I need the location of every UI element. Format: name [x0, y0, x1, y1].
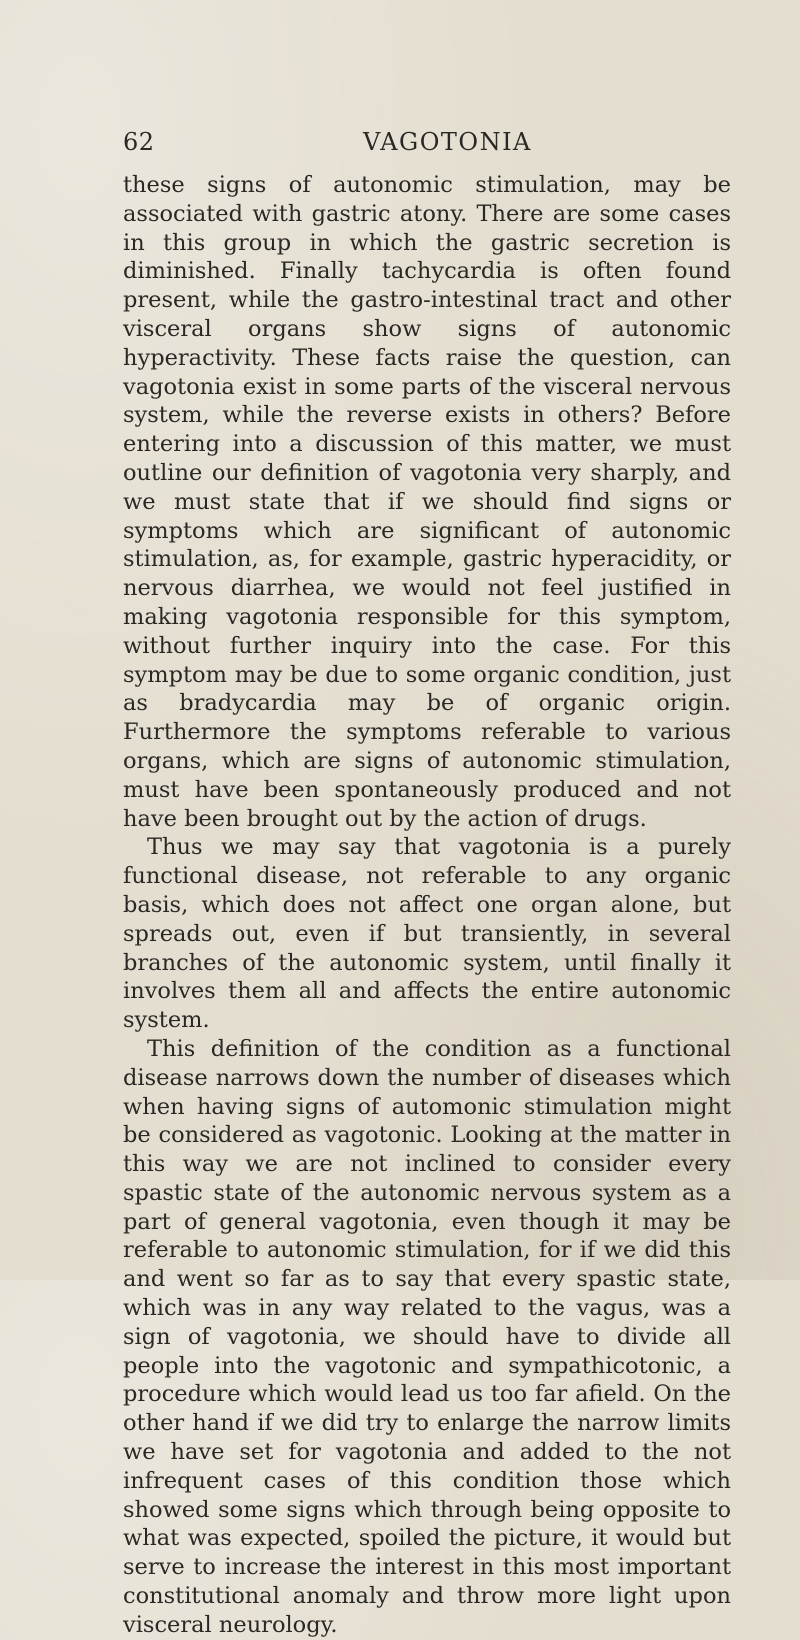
paragraph-functional-disease: Thus we may say that vagotonia is a purely functional disease, not referable to any organic basis, which does not affect one organ alone, but spreads out, even if but transiently, in several branches of the autonomic system, until finally it involves them all and affects the entire autonomic system.	[123, 834, 731, 1034]
body-text	[123, 171, 731, 1640]
paragraph-definition: This definition of the condition as a functional disease narrows down the number of diseases which when having signs of automonic stimulation might be considered as vagotonic. Looking at the matter in this way we are not inclined to consider every spastic state of the autonomic nervous system as a part of general vagotonia, even though it may be referable to autonomic stimulation, for if we did this and went so far as to say that every spastic state, which was in any way related to the vagus, was a sign of vagotonia, we should have to divide all people into the vagotonic and sympathicotonic, a procedure which would lead us too far afield. On the other hand if we did try to enlarge the narrow limits we have set for vagotonia and added to the not infrequent cases of this condition those which showed some signs which through being opposite to what was expected, spoiled the picture, it would but serve to increase the interest in this most important constitutional anomaly and throw more light upon visceral neurology.	[123, 1035, 731, 1638]
running-head	[123, 128, 683, 164]
paragraph-continued: these signs of autonomic stimulation, may be associated with gastric atony. There are some cases in this group in which the gastric secretion is diminished. Finally tachycardia is often found present, while the gastro-intestinal tract and other visceral organs show signs of autonomic hyperactivity. These facts raise the question, can vagotonia exist in some parts of the visceral nervous system, while the reverse exists in others? Before entering into a discussion of this matter, we must outline our definition of vagotonia very sharply, and we must state that if we should find signs or symptoms which are significant of autonomic stimulation, as, for example, gastric hyperacidity, or nervous diarrhea, we would not feel justified in making vagotonia responsible for this symptom, without further inquiry into the case. For this symptom may be due to some organic condition, just as bradycardia may be of organic origin. Furthermore the symptoms referable to various organs, which are signs of autonomic stimulation, must have been spontaneously produced and not have been brought out by the action of drugs.	[123, 172, 731, 832]
running-head-title: VAGOTONIA	[363, 128, 532, 156]
page-number: 62	[123, 128, 155, 156]
